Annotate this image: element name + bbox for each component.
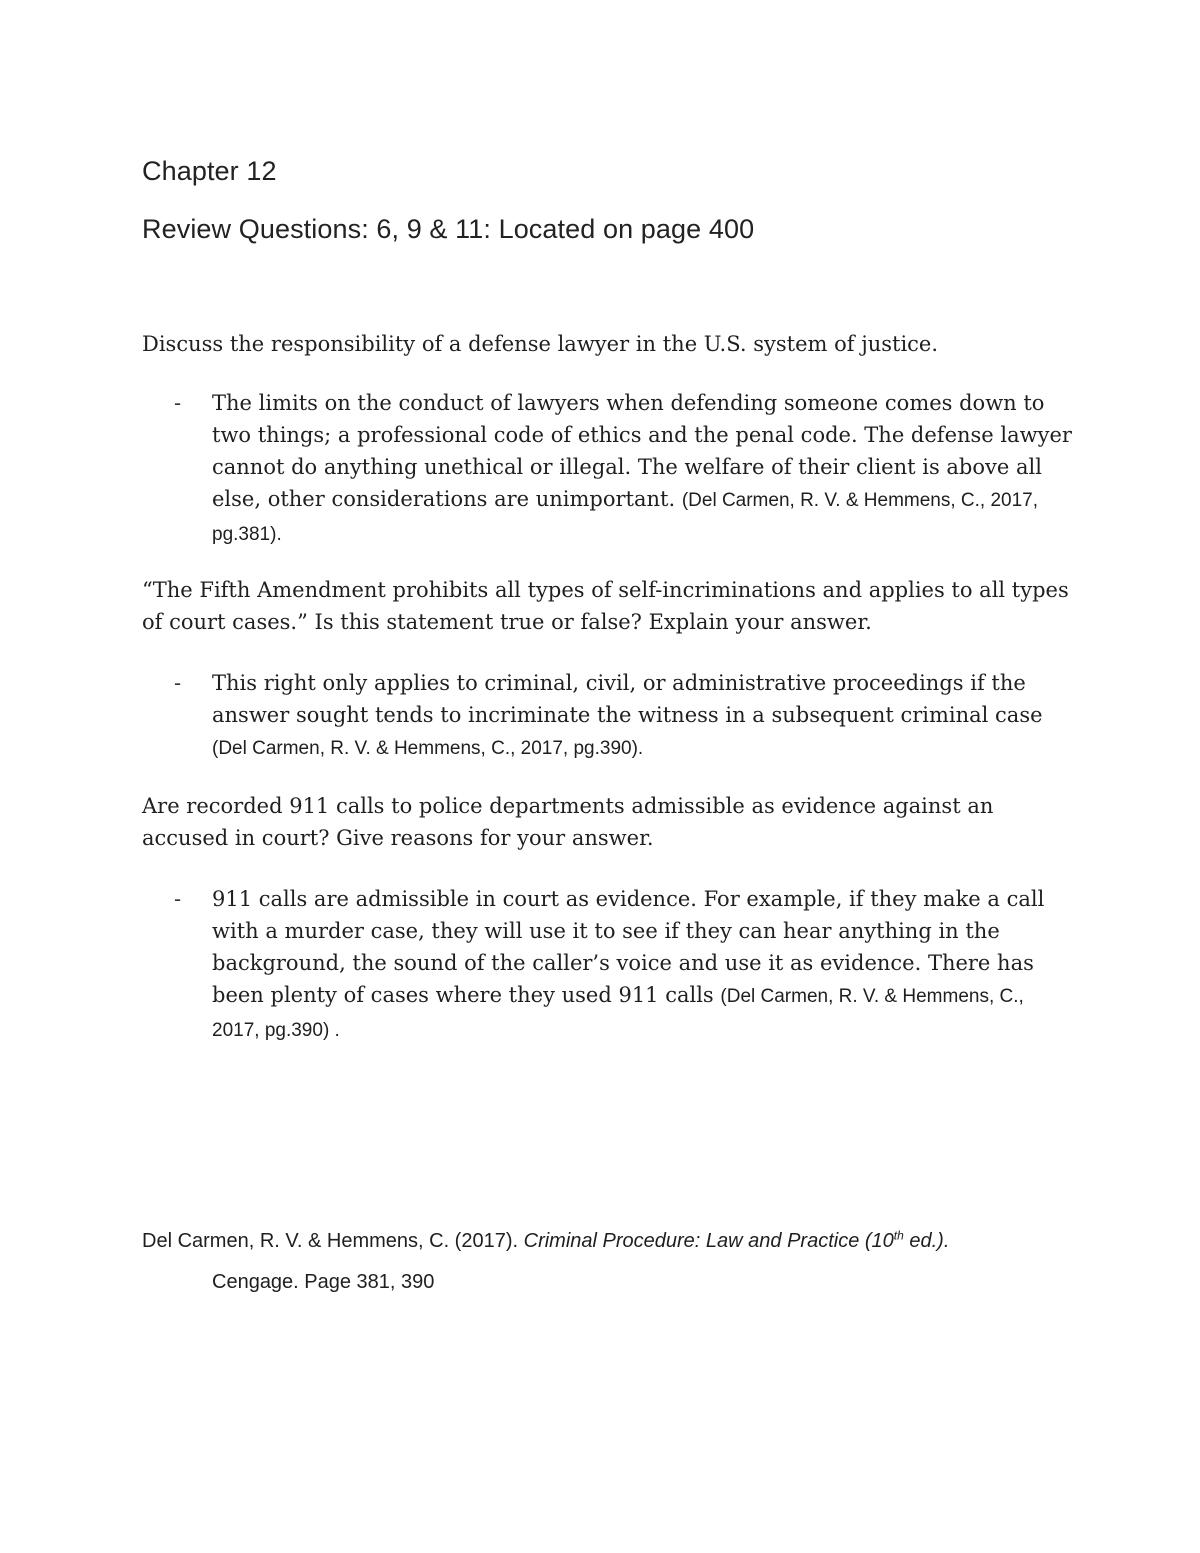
reference-line-1 xyxy=(142,1226,949,1256)
answer-2-text: This right only applies to criminal, civil, or administrative proceedings if the answer sought tends to incriminate the witness in a subsequent criminal case xyxy=(212,671,1043,727)
reference-authors: Del Carmen, R. V. & Hemmens, C. (2017). xyxy=(142,1230,519,1252)
review-questions-heading: Review Questions: 6, 9 & 11: Located on page 400 xyxy=(142,214,755,244)
answer-1-text: The limits on the conduct of lawyers when defending someone comes down to two things; a professional code of ethics and the penal code. The defense lawyer cannot do anything unethical or illegal. The welfare of their client is above all else, other considerations are unimportant. xyxy=(212,391,1072,511)
reference-line-2: Cengage. Page 381, 390 xyxy=(212,1271,435,1293)
reference-title-part1: Criminal Procedure: Law and Practice (10 xyxy=(523,1230,894,1252)
answer-3-bullet: - xyxy=(174,887,182,911)
chapter-heading: Chapter 12 xyxy=(142,156,277,186)
reference-title-superscript: th xyxy=(893,1228,904,1243)
answer-2-bullet: - xyxy=(174,671,182,695)
answer-2 xyxy=(212,667,1072,765)
answer-1-bullet: - xyxy=(174,391,182,415)
question-3: Are recorded 911 calls to police departments admissible as evidence against an accused in court? Give reasons for your answer. xyxy=(142,794,994,850)
answer-2-citation: (Del Carmen, R. V. & Hemmens, C., 2017, pg.390). xyxy=(212,738,644,759)
answer-3 xyxy=(212,883,1072,1047)
question-2: “The Fifth Amendment prohibits all types of self-incriminations and applies to all types of court cases.” Is this statement true or false? Explain your answer. xyxy=(142,578,1069,634)
reference-title-part2: ed.). xyxy=(903,1230,950,1252)
answer-1 xyxy=(212,387,1072,551)
answer-3-text: 911 calls are admissible in court as evidence. For example, if they make a call with a murder case, they will use it to see if they can hear anything in the background, the sound of the caller’s voice and use it as evidence. There has been plenty of cases where they used 911 calls xyxy=(212,887,1045,1007)
question-1: Discuss the responsibility of a defense lawyer in the U.S. system of justice. xyxy=(142,332,939,356)
answer-1-citation: (Del Carmen, R. V. & Hemmens, C., 2017, pg.381). xyxy=(212,490,1039,545)
answer-3-citation: (Del Carmen, R. V. & Hemmens, C., 2017, pg.390) . xyxy=(212,986,1024,1041)
reference-title xyxy=(524,1230,950,1252)
